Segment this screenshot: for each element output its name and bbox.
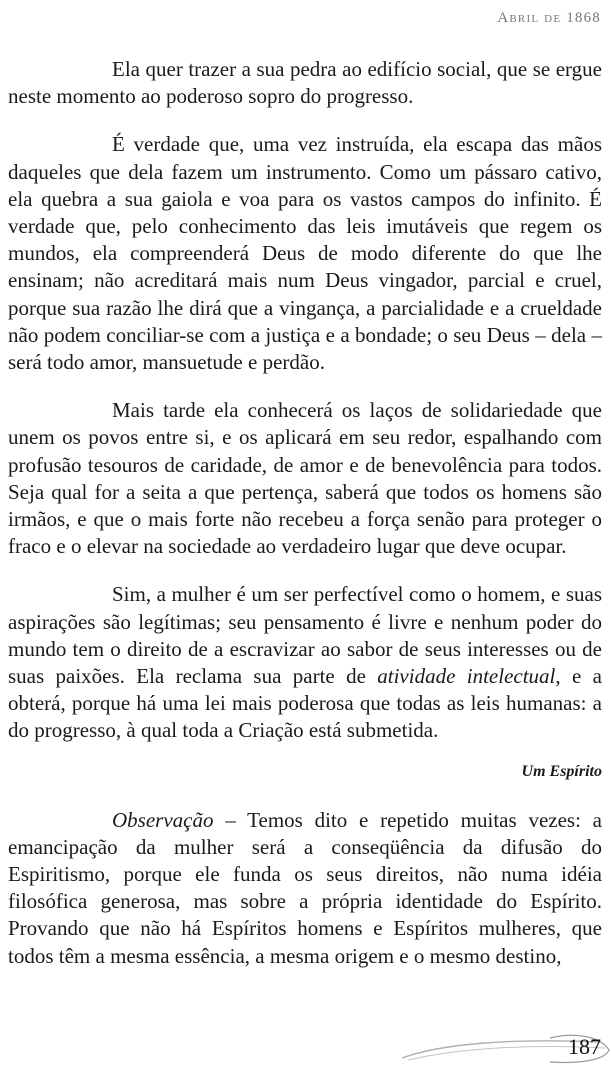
page-footer — [0, 1030, 611, 1073]
paragraph-4-text-before: Sim, a mulher é um ser perfectível como o homem, e suas aspirações são legítimas; seu pensamento é livre e nenhum poder do mundo tem o direito de a escravizar ao sabor de seus interesses ou de suas paixões. Ela reclama sua parte de — [8, 582, 602, 689]
paragraph-2: É verdade que, uma vez instruída, ela escapa das mãos daqueles que dela fazem um instrumento. Como um pássaro cativo, ela quebra a sua gaiola e voa para os vastos campos do infinito. É verdade que, pelo conhecimento das leis imutáveis que regem os mundos, ela compreenderá Deus de modo diferente do que lhe ensinam; não acreditará mais num Deus vingador, parcial e cruel, porque sua razão lhe dirá que a vingança, a parcialidade e a crueldade não podem conciliar-se com a justiça e a bondade; o seu Deus – dela – será todo amor, mansuetude e perdão. — [8, 132, 602, 375]
paragraph-1: Ela quer trazer a sua pedra ao edifício social, que se ergue neste momento ao poderoso sopro do progresso. — [8, 57, 602, 109]
observation-text: – Temos dito e repetido muitas vezes: a emancipação da mulher será a conseqüência da difusão do Espiritismo, porque ele funda os seus direitos, não numa idéia filosófica generosa, mas sobre a própria identidade do Espírito. Provando que não há Espíritos homens e Espíritos mulheres, que todos têm a mesma essência, a mesma origem e o mesmo destino, — [8, 807, 602, 968]
page-number: 187 — [568, 1034, 601, 1059]
running-header: Abril de 1868 — [497, 10, 601, 26]
signature: Um Espírito — [521, 762, 602, 780]
paragraph-4-emphasis: atividade intelectual — [377, 664, 556, 689]
paragraph-4-text-after: , e a obterá, porque há uma lei mais poderosa que todas as leis humanas: a do progresso, à qual toda a Criação está submetida. — [8, 664, 602, 743]
observation-paragraph — [8, 807, 602, 970]
observation-label: Observação — [112, 807, 214, 832]
paragraph-4 — [8, 581, 602, 744]
paragraph-3: Mais tarde ela conhecerá os laços de solidariedade que unem os povos entre si, e os aplicará em seu redor, espalhando com profusão tesouros de caridade, de amor e de benevolência para todos. Seja qual for a seita a que pertença, saberá que todos os homens são irmãos, e que o mais forte não recebeu a força senão para proteger o fraco e o elevar na sociedade ao verdadeiro lugar que deve ocupar. — [8, 398, 602, 559]
page-body — [8, 56, 602, 970]
